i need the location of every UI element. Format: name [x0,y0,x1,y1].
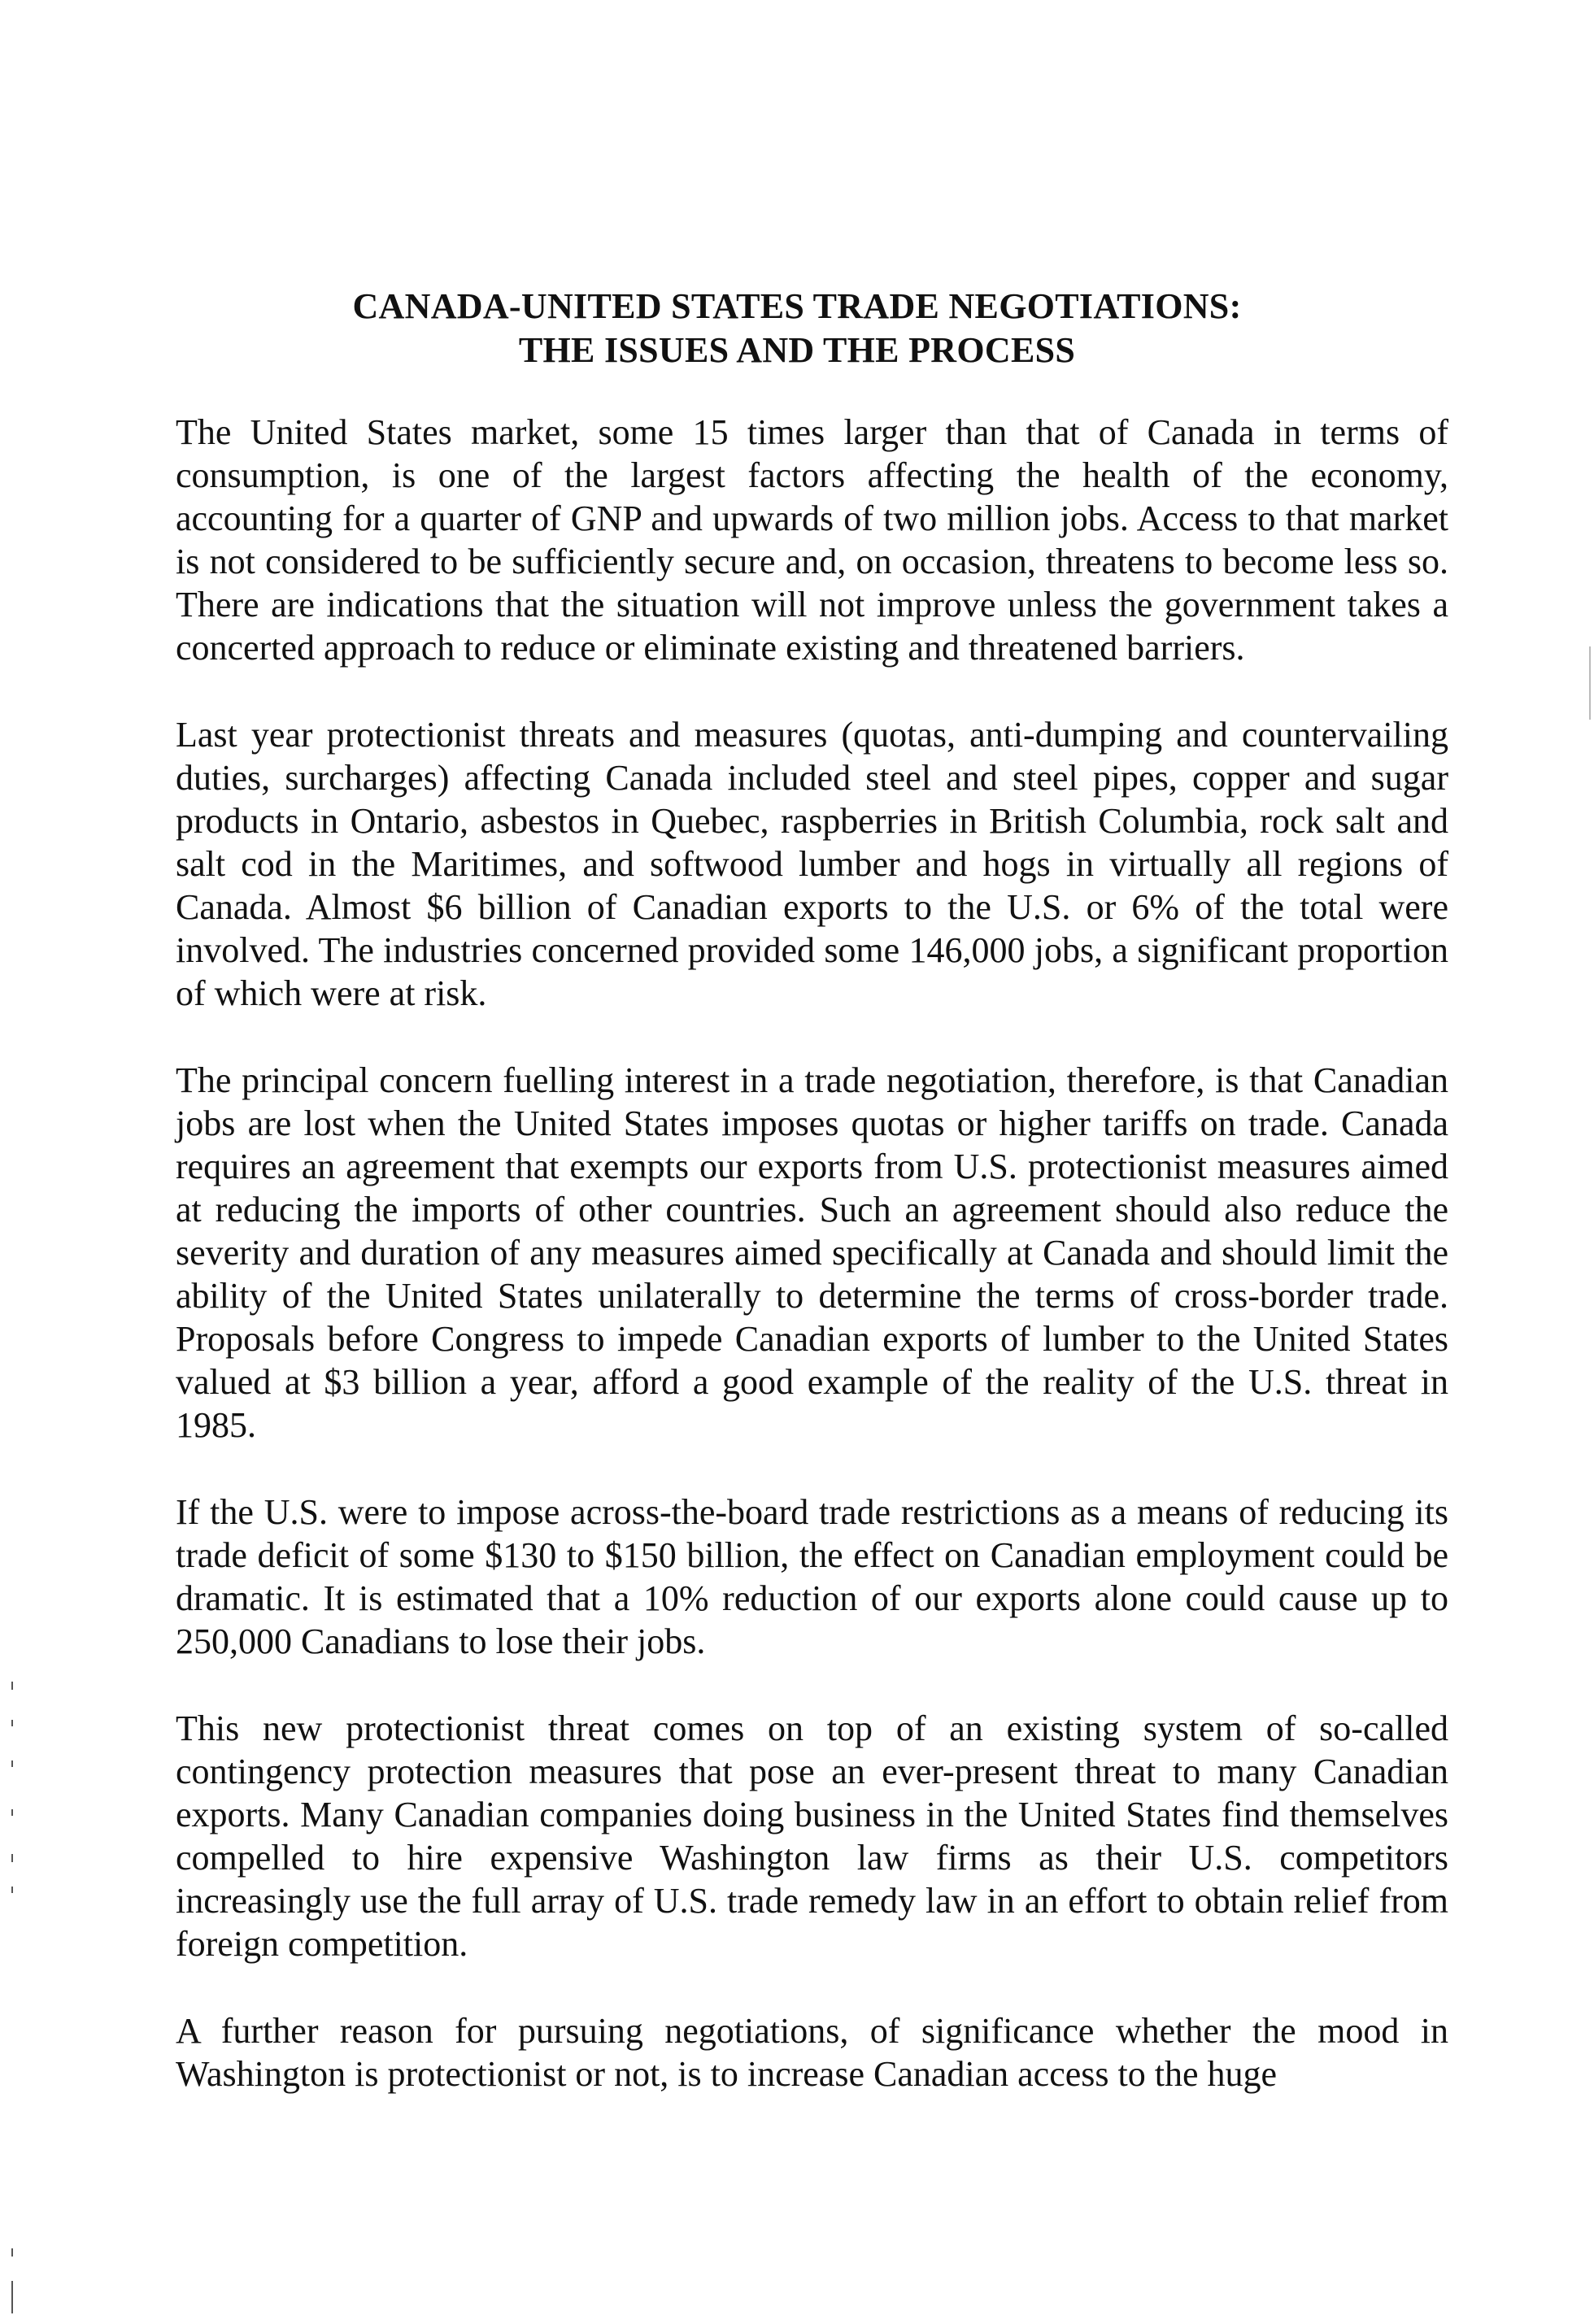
scan-mark [11,2281,13,2313]
scan-mark [11,1720,13,1726]
paragraph-1: The United States market, some 15 times larger than that of Canada in terms of consumption, is one of the largest factors affecting the health of the economy, accounting for a quarter of GNP and upwards of two million jobs. Access to that market is not considered to be sufficiently secure and, on occasion, threatens to become less so. There are indications that the situation will not improve unless the government takes a concerted approach to reduce or eliminate existing and threatened barriers. [176,412,1448,668]
scan-mark [11,1682,13,1690]
scan-mark [11,1854,13,1862]
scan-mark [1589,646,1591,720]
title-line-1: CANADA-UNITED STATES TRADE NEGOTIATIONS: [352,286,1242,326]
scan-mark [11,1760,13,1767]
paragraph-6: A further reason for pursuing negotiations, of significance whether the mood in Washington is protectionist or not, is to increase Canadian access to the huge [176,2011,1448,2094]
scan-mark [11,1887,13,1893]
paragraph-5: This new protectionist threat comes on top of an existing system of so-called contingency protection measures that pose an ever-present threat to many Canadian exports. Many Canadian companies doing business in the United States find themselves compelled to hire expensive Washington law firms as their U.S. competitors increasingly use the full array of U.S. trade remedy law in an effort to obtain relief from foreign competition. [176,1708,1448,1964]
scan-mark [11,1809,13,1816]
paragraph-2: Last year protectionist threats and measures (quotas, anti-dumping and countervailing duties, surcharges) affecting Canada included steel and steel pipes, copper and sugar products in Ontario, asbestos in Quebec, raspberries in British Columbia, rock salt and salt cod in the Maritimes, and softwood lumber and hogs in virtually all regions of Canada. Almost $6 billion of Canadian exports to the U.S. or 6% of the total were involved. The industries concerned provided some 146,000 jobs, a significant proportion of which were at risk. [176,715,1448,1013]
paragraph-4: If the U.S. were to impose across-the-board trade restrictions as a means of reducing its trade deficit of some $130 to $150 billion, the effect on Canadian employment could be dramatic. It is estimated that a 10% reduction of our exports alone could cause up to 250,000 Canadians to lose their jobs. [176,1492,1448,1661]
document-title [163,285,1431,372]
document-body [176,411,1448,2096]
scan-mark [11,2248,13,2257]
paragraph-3: The principal concern fuelling interest in a trade negotiation, therefore, is that Canadian jobs are lost when the United States imposes quotas or higher tariffs on trade. Canada requires an agreement that exempts our exports from U.S. protectionist measures aimed at reducing the imports of other countries. Such an agreement should also reduce the severity and duration of any measures aimed specifically at Canada and should limit the ability of the United States unilaterally to determine the terms of cross-border trade. Proposals before Congress to impede Canadian exports of lumber to the United States valued at $3 billion a year, afford a good example of the reality of the U.S. threat in 1985. [176,1060,1448,1445]
title-line-2: THE ISSUES AND THE PROCESS [518,330,1076,370]
